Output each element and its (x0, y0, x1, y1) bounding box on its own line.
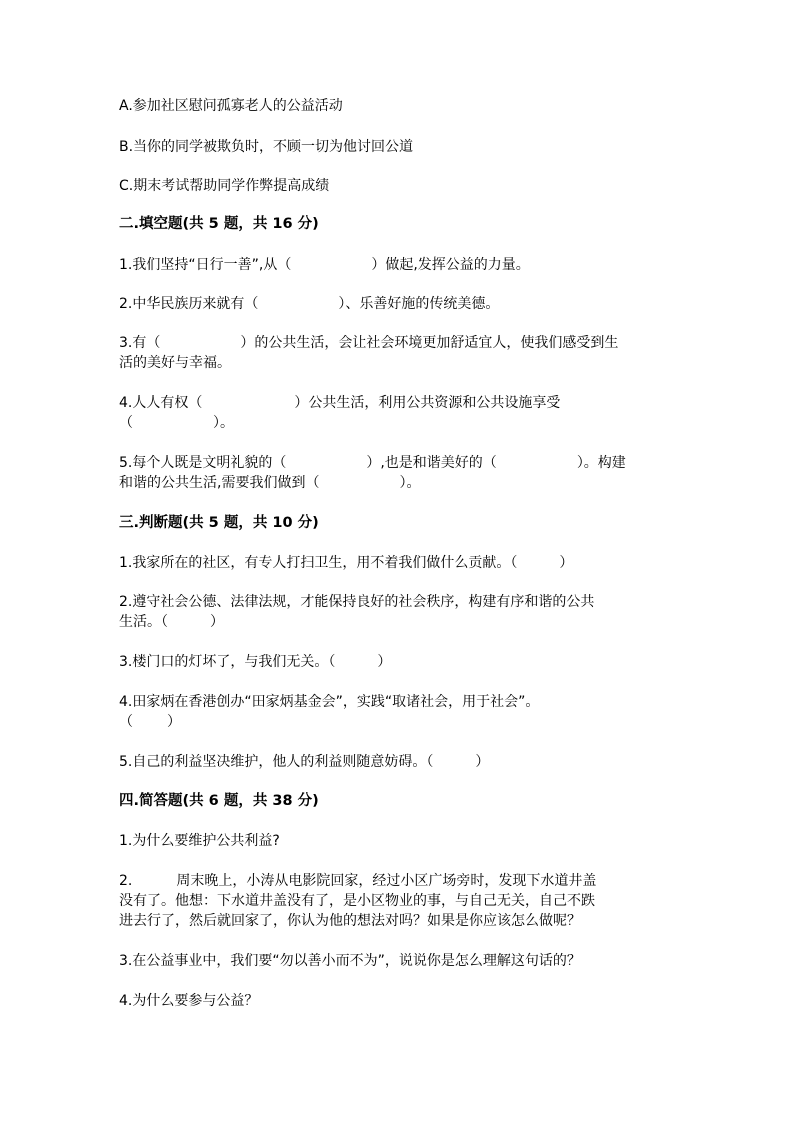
judge-question-1: 1.我家所在的社区，有专人打扫卫生，用不着我们做什么贡献。（ ） (119, 555, 574, 571)
short-question-2-line-2: 没有了。他想：下水道井盖没有了，是小区物业的事，与自己无关，自己不跌 (119, 893, 595, 909)
fill-question-3-line-2: 活的美好与幸福。 (119, 355, 231, 371)
fill-question-3-line-1: 3.有（ ）的公共生活，会让社会环境更加舒适宜人，使我们感受到生 (119, 335, 619, 351)
short-question-1: 1.为什么要维护公共利益? (119, 833, 280, 849)
fill-question-1: 1.我们坚持“日行一善”,从（ ）做起,发挥公益的力量。 (119, 257, 530, 273)
section-heading-short-answer: 四.简答题(共 6 题，共 38 分) (119, 793, 319, 809)
fill-question-4-line-1: 4.人人有权（ ）公共生活，利用公共资源和公共设施享受 (119, 395, 561, 411)
option-a: A.参加社区慰问孤寡老人的公益活动 (119, 98, 343, 114)
fill-question-5-line-2: 和谐的公共生活,需要我们做到（ ）。 (119, 475, 421, 491)
fill-question-2: 2.中华民族历来就有（ ）、乐善好施的传统美德。 (119, 296, 500, 312)
judge-question-2-line-1: 2.遵守社会公德、法律法规，才能保持良好的社会秩序，构建有序和谐的公共 (119, 594, 595, 610)
judge-question-3: 3.楼门口的灯坏了，与我们无关。（ ） (119, 654, 392, 670)
short-question-4: 4.为什么要参与公益？ (119, 993, 259, 1009)
judge-question-2-line-2: 生活。（ ） (119, 614, 224, 630)
short-question-2-line-3: 进去行了，然后就回家了，你认为他的想法对吗？如果是你应该怎么做呢？ (119, 913, 581, 929)
judge-question-5: 5.自己的利益坚决维护，他人的利益则随意妨碍。（ ） (119, 754, 490, 770)
option-c: C.期末考试帮助同学作弊提高成绩 (119, 178, 330, 194)
section-heading-judgement: 三.判断题(共 5 题，共 10 分) (119, 515, 319, 531)
fill-question-5-line-1: 5.每个人既是文明礼貌的（ ）,也是和谐美好的（ ）。构建 (119, 455, 626, 471)
section-heading-fill-in: 二.填空题(共 5 题，共 16 分) (119, 216, 319, 232)
option-b: B.当你的同学被欺负时，不顾一切为他讨回公道 (119, 139, 414, 155)
judge-question-4-line-1: 4.田家炳在香港创办“田家炳基金会”，实践“取诸社会，用于社会”。 (119, 694, 540, 710)
fill-question-4-line-2: （ ）。 (119, 415, 234, 431)
short-question-3: 3.在公益事业中，我们要“勿以善小而不为”，说说你是怎么理解这句话的？ (119, 953, 581, 969)
short-question-2-line-1: 2. 周末晚上，小涛从电影院回家，经过小区广场旁时，发现下水道井盖 (119, 873, 597, 889)
judge-question-4-line-2: （ ） (119, 714, 181, 730)
